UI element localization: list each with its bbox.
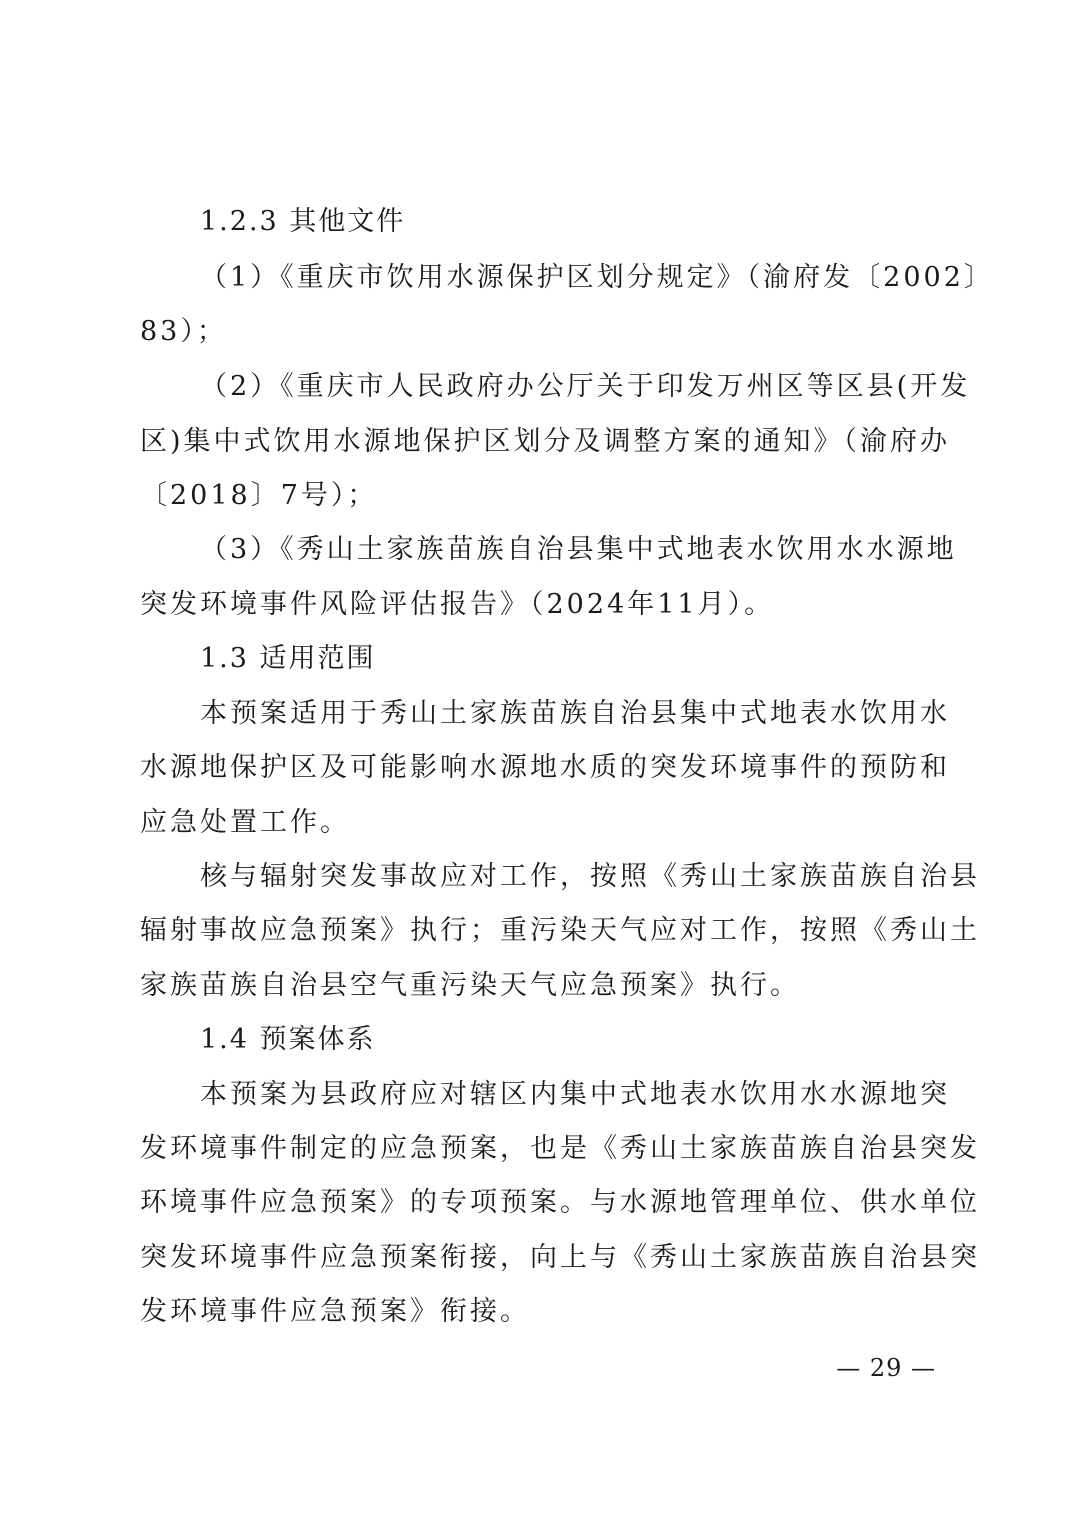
- scope-paragraph-1-line-3: 应急处置工作。: [140, 807, 350, 838]
- reference-item-2-line-2: 区)集中式饮用水源地保护区划分及调整方案的通知》（渝府办: [140, 426, 951, 457]
- section-heading-1-4: 1.4 预案体系: [200, 1024, 376, 1055]
- scope-paragraph-1-line-2: 水源地保护区及可能影响水源地水质的突发环境事件的预防和: [140, 752, 950, 783]
- scope-paragraph-2-line-1: 核与辐射突发事故应对工作，按照《秀山土家族苗族自治县: [200, 861, 980, 892]
- system-paragraph-line-3: 环境事件应急预案》的专项预案。与水源地管理单位、供水单位: [140, 1187, 980, 1218]
- scope-paragraph-1-line-1: 本预案适用于秀山土家族苗族自治县集中式地表水饮用水: [200, 698, 950, 729]
- reference-item-1-line-1: （1）《重庆市饮用水源保护区划分规定》（渝府发〔2002〕: [200, 262, 994, 293]
- system-paragraph-line-4: 突发环境事件应急预案衔接，向上与《秀山土家族苗族自治县突: [140, 1242, 980, 1273]
- system-paragraph-line-5: 发环境事件应急预案》衔接。: [140, 1296, 530, 1327]
- reference-item-3-line-2: 突发环境事件风险评估报告》（2024年11月）。: [140, 589, 775, 620]
- section-heading-1-3: 1.3 适用范围: [200, 643, 376, 674]
- reference-item-3-line-1: （3）《秀山土家族苗族自治县集中式地表水饮用水水源地: [200, 534, 957, 565]
- reference-item-2-line-1: （2）《重庆市人民政府办公厅关于印发万州区等区县(开发: [200, 371, 971, 402]
- system-paragraph-line-1: 本预案为县政府应对辖区内集中式地表水饮用水水源地突: [200, 1079, 950, 1110]
- reference-item-2-line-3: 〔2018〕7号）；: [140, 480, 378, 511]
- page-number: — 29 —: [836, 1354, 936, 1382]
- scope-paragraph-2-line-3: 家族苗族自治县空气重污染天气应急预案》执行。: [140, 970, 800, 1001]
- system-paragraph-line-2: 发环境事件制定的应急预案，也是《秀山土家族苗族自治县突发: [140, 1133, 980, 1164]
- section-heading-1-2-3: 1.2.3 其他文件: [200, 206, 406, 237]
- reference-item-1-line-2: 83）；: [140, 316, 227, 347]
- scope-paragraph-2-line-2: 辐射事故应急预案》执行；重污染天气应对工作，按照《秀山土: [140, 915, 980, 946]
